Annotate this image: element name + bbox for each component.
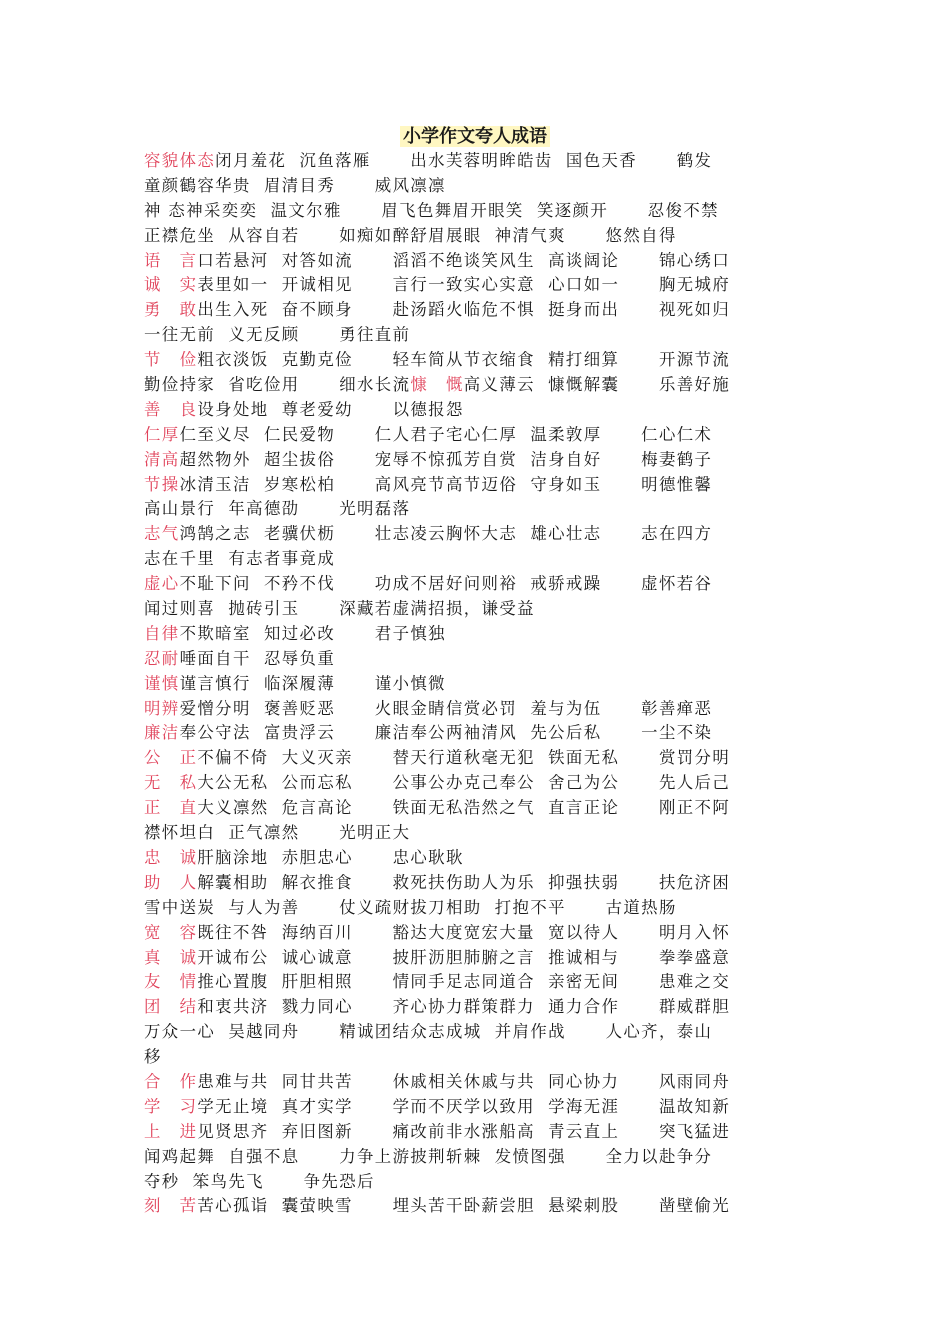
category-label: 上 进 xyxy=(144,1121,198,1141)
idiom-text: 勤俭持家 省吃俭用 细水长流 xyxy=(144,375,411,395)
idiom-text: 和衷共济 戮力同心 齐心协力群策群力 通力合作 群威群胆 xyxy=(197,997,731,1017)
idiom-text: 解囊相助 解衣推食 救死扶伤助人为乐 抑强扶弱 扶危济困 xyxy=(197,872,731,892)
category-label: 勇 敢 xyxy=(144,300,198,320)
category-label: 自律 xyxy=(144,623,180,643)
text-line xyxy=(144,721,814,746)
idiom-text: 粗衣淡饭 克勤克俭 轻车简从节衣缩食 精打细算 开源节流 xyxy=(197,350,731,370)
text-line xyxy=(144,1194,814,1219)
category-label: 真 诚 xyxy=(144,947,198,967)
text-line xyxy=(144,547,814,572)
category-label: 仁厚 xyxy=(144,424,180,444)
text-line xyxy=(144,597,814,622)
idiom-text: 肝脑涂地 赤胆忠心 忠心耿耿 xyxy=(197,847,464,867)
category-label: 志气 xyxy=(144,524,180,544)
document-title: 小学作文夸人成语 xyxy=(0,124,950,150)
idiom-text: 开诚布公 诚心诚意 披肝沥胆肺腑之言 推诚相与 拳拳盛意 xyxy=(197,947,731,967)
text-line xyxy=(144,995,814,1020)
category-label: 学 习 xyxy=(144,1096,198,1116)
text-line xyxy=(144,771,814,796)
text-line xyxy=(144,224,814,249)
idiom-text: 设身处地 尊老爱幼 以德报怨 xyxy=(197,399,464,419)
category-label: 清高 xyxy=(144,449,180,469)
idiom-text: 襟怀坦白 正气凛然 光明正大 xyxy=(144,823,411,843)
idiom-text: 高义薄云 慷慨解囊 乐善好施 xyxy=(463,375,731,395)
idiom-text: 不偏不倚 大义灭亲 替天行道秋毫无犯 铁面无私 赏罚分明 xyxy=(197,748,731,768)
text-line xyxy=(144,423,814,448)
text-line xyxy=(144,572,814,597)
text-line xyxy=(144,1020,814,1045)
text-line xyxy=(144,473,814,498)
text-line xyxy=(144,896,814,921)
category-label: 无 私 xyxy=(144,773,198,793)
category-label: 谨慎 xyxy=(144,673,180,693)
category-label: 容貌体态 xyxy=(144,151,216,170)
category-label: 正 直 xyxy=(144,798,198,818)
category-label: 廉洁 xyxy=(144,723,180,743)
text-line xyxy=(144,149,814,174)
idiom-text: 爱憎分明 褒善贬恶 火眼金睛信赏必罚 羞与为伍 彰善瘅恶 xyxy=(179,698,713,718)
idiom-text: 学无止境 真才实学 学而不厌学以致用 学海无涯 温故知新 xyxy=(197,1096,731,1116)
text-line xyxy=(144,946,814,971)
text-line xyxy=(144,647,814,672)
category-label: 刻 苦 xyxy=(144,1196,198,1216)
text-line xyxy=(144,1070,814,1095)
text-line xyxy=(144,249,814,274)
idiom-text: 闻鸡起舞 自强不息 力争上游披荆斩棘 发愤图强 全力以赴争分 xyxy=(144,1146,713,1166)
idiom-text: 既往不咎 海纳百川 豁达大度宽宏大量 宽以待人 明月入怀 xyxy=(197,922,731,942)
category-label: 明辨 xyxy=(144,698,180,718)
text-line xyxy=(144,1120,814,1145)
idiom-text: 移 xyxy=(144,1047,162,1067)
idiom-text: 神 态神采奕奕 温文尔雅 眉飞色舞眉开眼笑 笑逐颜开 忍俊不禁 xyxy=(144,200,719,220)
text-line xyxy=(144,497,814,522)
category-label: 忠 诚 xyxy=(144,847,198,867)
category-label: 节操 xyxy=(144,474,180,494)
category-label: 节 俭 xyxy=(144,350,198,370)
category-label: 诚 实 xyxy=(144,275,198,295)
idiom-text: 志在千里 有志者事竟成 xyxy=(144,549,336,569)
text-line xyxy=(144,821,814,846)
text-line xyxy=(144,323,814,348)
category-label: 语 言 xyxy=(144,250,198,270)
idiom-text: 鸿鹄之志 老骥伏枥 壮志凌云胸怀大志 雄心壮志 志在四方 xyxy=(179,524,713,544)
text-line xyxy=(144,1170,814,1195)
idiom-text: 表里如一 开诚相见 言行一致实心实意 心口如一 胸无城府 xyxy=(197,275,731,295)
text-line xyxy=(144,697,814,722)
text-line xyxy=(144,348,814,373)
text-line xyxy=(144,746,814,771)
text-line xyxy=(144,199,814,224)
text-line xyxy=(144,796,814,821)
category-label: 公 正 xyxy=(144,748,198,768)
text-line xyxy=(144,970,814,995)
text-line xyxy=(144,448,814,473)
idiom-text: 超然物外 超尘拔俗 宠辱不惊孤芳自赏 洁身自好 梅妻鹤子 xyxy=(179,449,713,469)
category-label: 团 结 xyxy=(144,997,198,1017)
idiom-text: 仁至义尽 仁民爱物 仁人君子宅心仁厚 温柔敦厚 仁心仁术 xyxy=(179,424,713,444)
category-label: 慷 慨 xyxy=(410,375,464,395)
text-line xyxy=(144,1045,814,1070)
text-line xyxy=(144,373,814,398)
idiom-text: 冰清玉洁 岁寒松柏 高风亮节高节迈俗 守身如玉 明德惟馨 xyxy=(179,474,713,494)
text-line xyxy=(144,298,814,323)
text-line xyxy=(144,846,814,871)
idiom-text: 正襟危坐 从容自若 如痴如醉舒眉展眼 神清气爽 悠然自得 xyxy=(144,225,677,245)
idiom-text: 一往无前 义无反顾 勇往直前 xyxy=(144,325,411,345)
category-label: 忍耐 xyxy=(144,648,180,668)
category-label: 友 情 xyxy=(144,972,198,992)
text-line xyxy=(144,522,814,547)
idiom-text: 不欺暗室 知过必改 君子慎独 xyxy=(179,623,446,643)
text-line xyxy=(144,398,814,423)
category-label: 虚心 xyxy=(144,574,180,594)
idiom-text: 大公无私 公而忘私 公事公办克己奉公 舍己为公 先人后己 xyxy=(197,773,731,793)
idiom-text: 患难与共 同甘共苦 休戚相关休戚与共 同心协力 风雨同舟 xyxy=(197,1071,731,1091)
idiom-text: 出生入死 奋不顾身 赴汤蹈火临危不惧 挺身而出 视死如归 xyxy=(197,300,731,320)
idiom-text: 推心置腹 肝胆相照 情同手足志同道合 亲密无间 患难之交 xyxy=(197,972,731,992)
text-line xyxy=(144,1145,814,1170)
idiom-text: 苦心孤诣 囊萤映雪 埋头苦干卧薪尝胆 悬梁刺股 凿壁偷光 xyxy=(197,1196,731,1216)
text-line xyxy=(144,921,814,946)
idiom-text: 闭月羞花 沉鱼落雁 出水芙蓉明眸皓齿 国色天香 鹤发 xyxy=(215,151,713,170)
text-line xyxy=(144,174,814,199)
idiom-text: 高山景行 年高德劭 光明磊落 xyxy=(144,499,411,519)
idiom-text: 童颜鶴容华贵 眉清目秀 威风凛凛 xyxy=(144,175,446,195)
category-label: 助 人 xyxy=(144,872,198,892)
text-line xyxy=(144,672,814,697)
idiom-text: 大义凛然 危言高论 铁面无私浩然之气 直言正论 刚正不阿 xyxy=(197,798,731,818)
idiom-text: 夺秒 笨鸟先飞 争先恐后 xyxy=(144,1171,375,1191)
idiom-list xyxy=(144,149,814,1219)
idiom-text: 不耻下问 不矜不伐 功成不居好问则裕 戒骄戒躁 虚怀若谷 xyxy=(179,574,713,594)
idiom-text: 唾面自干 忍辱负重 xyxy=(179,648,336,668)
category-label: 善 良 xyxy=(144,399,198,419)
text-line xyxy=(144,1095,814,1120)
category-label: 宽 容 xyxy=(144,922,198,942)
idiom-text: 见贤思齐 弃旧图新 痛改前非水涨船高 青云直上 突飞猛进 xyxy=(197,1121,731,1141)
category-label: 合 作 xyxy=(144,1071,198,1091)
idiom-text: 闻过则喜 抛砖引玉 深藏若虚满招损，谦受益 xyxy=(144,599,535,619)
idiom-text: 万众一心 吴越同舟 精诚团结众志成城 并肩作战 人心齐，泰山 xyxy=(144,1022,713,1042)
text-line xyxy=(144,622,814,647)
idiom-text: 谨言慎行 临深履薄 谨小慎微 xyxy=(179,673,446,693)
idiom-text: 口若悬河 对答如流 滔滔不绝谈笑风生 高谈阔论 锦心绣口 xyxy=(197,250,731,270)
text-line xyxy=(144,871,814,896)
idiom-text: 奉公守法 富贵浮云 廉洁奉公两袖清风 先公后私 一尘不染 xyxy=(179,723,713,743)
idiom-text: 雪中送炭 与人为善 仗义疏财拔刀相助 打抱不平 古道热肠 xyxy=(144,897,677,917)
text-line xyxy=(144,273,814,298)
